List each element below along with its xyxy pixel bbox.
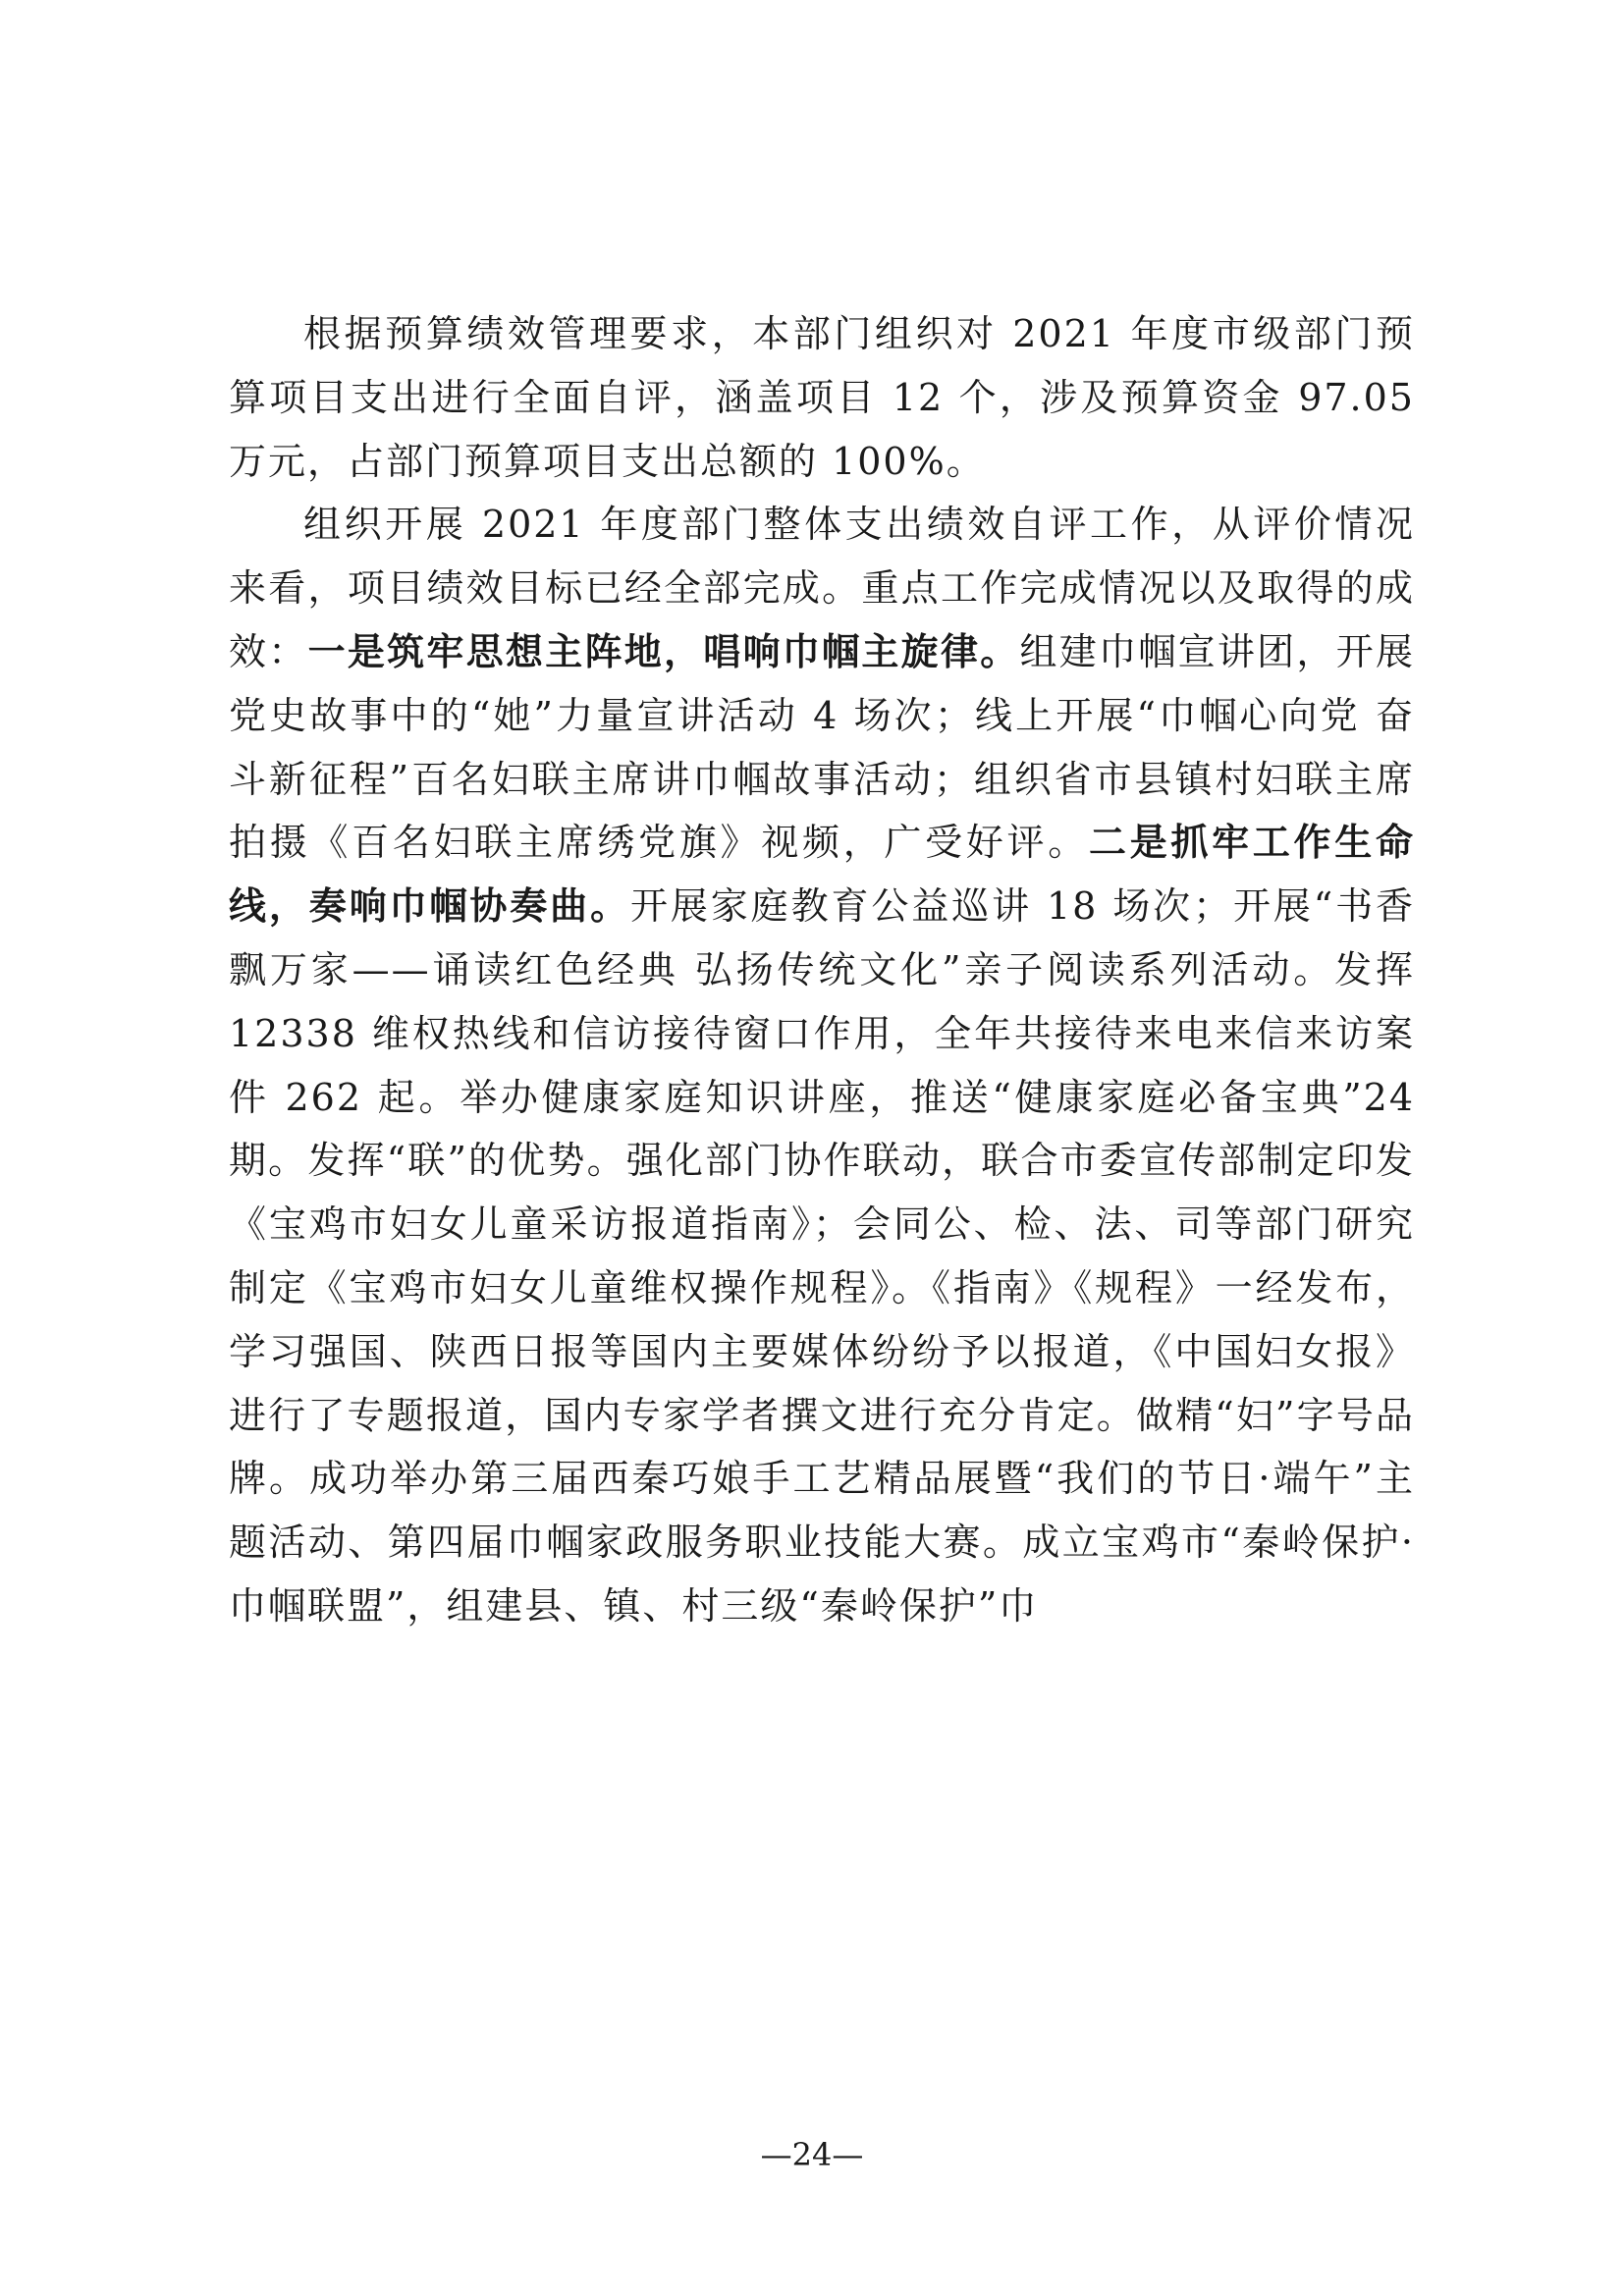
body-text [229,302,1415,1638]
paragraph-performance-results [229,493,1415,1637]
key-point-2-text: 开展家庭教育公益巡讲 18 场次；开展“书香飘万家——诵读红色经典 弘扬传统文化”亲子阅读系列活动。发挥 12338 维权热线和信访接待窗口作用，全年共接待来电来信来访案件 262 起。举办健康家庭知识讲座，推送“健康家庭必备宝典”24 期。发挥“联”的优势。强化部门协作联动，联合市委宣传部制定印发《宝鸡市妇女儿童采访报道指南》；会同公、检、法、司等部门研究制定《宝鸡市妇女儿童维权操作规程》。《指南》《规程》一经发布，学习强国、陕西日报等国内主要媒体纷纷予以报道，《中国妇女报》进行了专题报道，国内专家学者撰文进行充分肯定。做精“妇”字号品牌。成功举办第三届西秦巧娘手工艺精品展暨“我们的节日·端午”主题活动、第四届巾帼家政服务职业技能大赛。成立宝鸡市“秦岭保护·巾帼联盟”，组建县、镇、村三级“秦岭保护”巾 [229,884,1415,1628]
paragraph-1-text: 根据预算绩效管理要求，本部门组织对 2021 年度市级部门预算项目支出进行全面自评，涵盖项目 12 个，涉及预算资金 97.05 万元，占部门预算项目支出总额的 100%。 [229,312,1415,483]
paragraph-budget-self-evaluation [229,302,1415,493]
page-number: —24— [760,2136,864,2173]
paragraph-2-intro: 组织开展 2021 年度部门整体支出绩效自评工作，从评价情况来看，项目绩效目标已经全部完成。重点工作完成情况以及取得的成效： [229,503,1415,673]
key-point-1-heading: 一是筑牢思想主阵地，唱响巾帼主旋律。 [307,629,1020,673]
key-point-2-heading: 二是抓牢工作生命线，奏响巾帼协奏曲。 [229,821,1415,929]
key-point-1-text: 组建巾帼宣讲团，开展党史故事中的“她”力量宣讲活动 4 场次；线上开展“巾帼心向党 奋斗新征程”百名妇联主席讲巾帼故事活动；组织省市县镇村妇联主席拍摄《百名妇联主席绣党旗》视频，广受好评。 [229,629,1415,865]
